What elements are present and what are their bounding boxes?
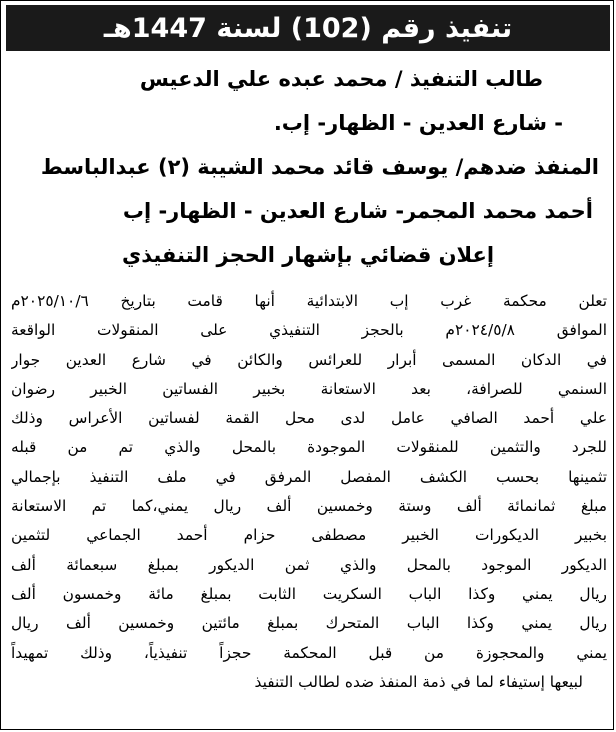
heading-respondents: المنفذ ضدهم/ يوسف قائد محمد الشيبة (٢) عبدالباسط (40, 155, 599, 179)
body-line: الموافق ٢٠٢٤/٥/٨م بالحجز التنفيذي على المنقولات الواقعة (11, 321, 607, 340)
heading-respondents-address: أحمد محمد المجمر- شارع العدين - الظهار- إب (122, 199, 593, 223)
body-line: لبيعها إستيفاء لما في ذمة المنفذ ضده لطالب التنفيذ (254, 672, 583, 691)
body-line: تعلن محكمة غرب إب الابتدائية أنها قامت بتاريخ ٢٠٢٥/١٠/٦م (11, 292, 607, 310)
heading-announcement: إعلان قضائي بإشهار الحجز التنفيذي (121, 243, 495, 267)
body-line: مبلغ ثمانمائة ألف وستة وخمسين ألف ريال يمني،كما تم الاستعانة (11, 497, 607, 516)
heading-applicant-address: - شارع العدين - الظهار- إب. (273, 111, 563, 135)
body-line: السنمي للصرافة، بعد الاستعانة بخبير الفساتين الخبير رضوان (11, 379, 607, 398)
heading-applicant: طالب التنفيذ / محمد عبده علي الدعيس (139, 67, 543, 91)
body-line: الديكور الموجود بالمحل والذي ثمن الديكور بمبلغ سبعمائة ألف (11, 555, 607, 574)
notice-body (11, 287, 607, 697)
notice-headings (11, 57, 605, 277)
body-line: ريال يمني وكذا الباب المتحرك بمبلغ مائتين وخمسين ألف ريال (11, 614, 607, 633)
body-line: للجرد والتثمين للمنقولات الموجودة بالمحل والذي تم من قبله (11, 438, 607, 457)
body-line: تثمينها بحسب الكشف المفصل المرفق في ملف التنفيذ بإجمالي (11, 467, 607, 486)
body-line: ريال يمني وكذا الباب السكريت الثابت بمبلغ مائة وخمسون ألف (11, 584, 607, 603)
body-line: يمني والمحجوزة من قبل المحكمة حجزاً تنفيذياً، وذلك تمهيداً (11, 643, 607, 662)
body-line: علي أحمد الصافي عامل لدى محل القمة لفساتين الأعراس وذلك (11, 409, 607, 428)
body-line: بخبير الديكورات الخبير مصطفى حزام أحمد الجماعي لتثمين (11, 526, 607, 545)
notice-title: تنفيذ رقم (102) لسنة 1447هـ (6, 5, 610, 51)
body-line: في الدكان المسمى أبرار للعرائس والكائن في شارع العدين جوار (11, 350, 607, 369)
